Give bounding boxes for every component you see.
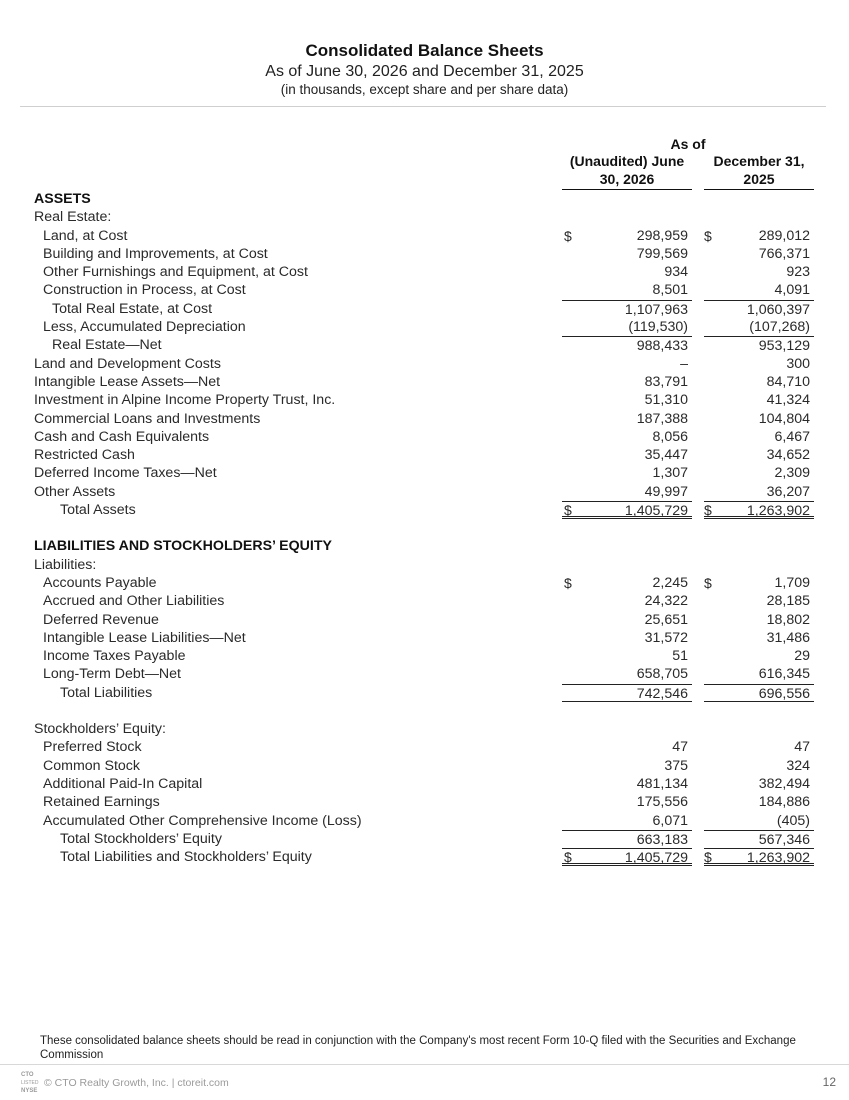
row-label: Accumulated Other Comprehensive Income (Loss): [43, 812, 362, 829]
row-label: Real Estate—Net: [52, 337, 162, 354]
value-june-2026: 35,447: [644, 447, 688, 464]
table-row: [0, 446, 849, 464]
value-dec-2025: 34,652: [766, 447, 810, 464]
value-dec-2025: 1,263,902: [704, 501, 814, 519]
row-label: Land and Development Costs: [34, 355, 221, 372]
row-label: Deferred Revenue: [43, 611, 159, 628]
table-row: [0, 848, 849, 866]
row-label: Total Liabilities: [60, 684, 153, 701]
row-label: Real Estate:: [34, 209, 112, 226]
row-label: Liabilities:: [34, 556, 97, 573]
row-label: Land, at Cost: [43, 227, 128, 244]
value-dec-2025: 616,345: [758, 666, 810, 683]
value-june-2026: 49,997: [644, 483, 688, 500]
value-dec-2025: 1,263,902: [704, 848, 814, 866]
table-row: [0, 483, 849, 501]
section-header-row: [0, 537, 849, 555]
row-label: Commercial Loans and Investments: [34, 410, 261, 427]
value-dec-2025: 923: [786, 264, 810, 281]
value-dec-2025: 289,012: [758, 227, 810, 244]
table-row: [0, 208, 849, 226]
value-dec-2025: [704, 720, 814, 738]
column-header-dec-2025-line1: December 31,: [713, 153, 805, 169]
value-june-2026: 1,307: [652, 465, 688, 482]
table-row: [0, 720, 849, 738]
value-dec-2025: 29: [794, 648, 810, 665]
page-number: 12: [822, 1075, 836, 1089]
table-row: [0, 629, 849, 647]
value-dec-2025: 28,185: [766, 593, 810, 610]
logo-text-top: CTO: [21, 1072, 34, 1078]
table-row: [0, 464, 849, 482]
value-june-2026: 481,134: [636, 775, 688, 792]
logo-text-bottom: NYSE: [21, 1088, 38, 1094]
header-divider: [20, 106, 826, 107]
value-june-2026: 51,310: [644, 392, 688, 409]
table-row: [0, 318, 849, 336]
column-header-june-2026: [562, 152, 692, 190]
value-june-2026: 8,501: [652, 282, 688, 299]
currency-symbol: $: [564, 502, 572, 519]
value-june-2026: 51: [672, 648, 688, 665]
table-row: [0, 227, 849, 245]
column-header-june-2026-line1: (Unaudited) June: [569, 153, 685, 169]
value-dec-2025: 31,486: [766, 629, 810, 646]
value-june-2026: [562, 556, 692, 574]
value-june-2026: 2,245: [652, 574, 688, 591]
value-dec-2025: (107,268): [749, 319, 810, 336]
row-label: Deferred Income Taxes—Net: [34, 465, 217, 482]
value-dec-2025: 766,371: [758, 245, 810, 262]
value-dec-2025: 41,324: [766, 392, 810, 409]
row-label: Restricted Cash: [34, 447, 135, 464]
table-row: [0, 611, 849, 629]
value-dec-2025: 84,710: [766, 373, 810, 390]
value-june-2026: 658,705: [636, 666, 688, 683]
currency-symbol: $: [704, 227, 712, 244]
row-label: Total Real Estate, at Cost: [52, 300, 213, 317]
currency-symbol: $: [704, 574, 712, 591]
value-june-2026: 988,433: [562, 336, 692, 354]
table-row: [0, 428, 849, 446]
document-subtitle: As of June 30, 2026 and December 31, 2025: [265, 63, 584, 80]
value-dec-2025: [704, 208, 814, 226]
table-row: [0, 793, 849, 811]
table-row: [0, 757, 849, 775]
spacer-row: [0, 702, 849, 720]
value-june-2026: 298,959: [636, 227, 688, 244]
row-label: Additional Paid-In Capital: [43, 775, 203, 792]
document-title: Consolidated Balance Sheets: [305, 41, 544, 60]
value-june-2026: (119,530): [628, 319, 688, 336]
value-june-2026: 175,556: [636, 794, 688, 811]
value-dec-2025: 324: [786, 757, 810, 774]
value-dec-2025: 953,129: [704, 336, 814, 354]
value-june-2026: [562, 720, 692, 738]
row-label: Accrued and Other Liabilities: [43, 593, 225, 610]
table-row: [0, 373, 849, 391]
value-dec-2025: 36,207: [766, 483, 810, 500]
table-row: [0, 665, 849, 683]
currency-symbol: $: [564, 227, 572, 244]
table-row: [0, 775, 849, 793]
logo-text-mid: LISTED: [21, 1080, 39, 1086]
value-dec-2025: (405): [776, 812, 810, 829]
value-dec-2025: 47: [794, 739, 810, 756]
value-dec-2025: 184,886: [758, 794, 810, 811]
row-label: Income Taxes Payable: [43, 648, 186, 665]
row-label: Total Liabilities and Stockholders’ Equity: [60, 849, 312, 866]
table-row: [0, 592, 849, 610]
value-june-2026: 663,183: [562, 830, 692, 848]
row-label: Intangible Lease Assets—Net: [34, 373, 221, 390]
footnote: These consolidated balance sheets should be read in conjunction with the Company's most recent Form 10-Q filed with the Securities and Exchange Commission: [40, 1035, 796, 1061]
value-dec-2025: [704, 537, 814, 555]
footer-divider: [0, 1064, 849, 1065]
table-row: [0, 355, 849, 373]
table-row: [0, 263, 849, 281]
row-label: Less, Accumulated Depreciation: [43, 319, 246, 336]
spacer-row: [0, 519, 849, 537]
table-row: [0, 410, 849, 428]
value-june-2026: [562, 208, 692, 226]
value-june-2026: 24,322: [644, 593, 688, 610]
row-label: Long-Term Debt—Net: [43, 666, 181, 683]
row-label: Total Stockholders’ Equity: [60, 830, 222, 847]
value-dec-2025: 382,494: [758, 775, 810, 792]
column-header-june-2026-line2: 30, 2026: [599, 171, 655, 187]
table-row: [0, 830, 849, 848]
value-dec-2025: 300: [786, 355, 810, 372]
value-dec-2025: [704, 190, 814, 208]
section-header-row: [0, 190, 849, 208]
units-note: (in thousands, except share and per share data): [280, 82, 569, 97]
value-june-2026: 47: [672, 739, 688, 756]
row-label: Other Assets: [34, 483, 116, 500]
table-row: [0, 574, 849, 592]
value-dec-2025: 1,060,397: [704, 300, 814, 318]
value-june-2026: 25,651: [644, 611, 688, 628]
table-row: [0, 812, 849, 830]
value-june-2026: 799,569: [636, 245, 688, 262]
row-label: Construction in Process, at Cost: [43, 282, 246, 299]
value-june-2026: 6,071: [652, 812, 688, 829]
column-group-header: As of: [670, 136, 706, 152]
currency-symbol: $: [564, 574, 572, 591]
value-dec-2025: 567,346: [704, 830, 814, 848]
currency-symbol: $: [704, 502, 712, 519]
row-label: Cash and Cash Equivalents: [34, 428, 210, 445]
table-row: [0, 647, 849, 665]
copyright-text: © CTO Realty Growth, Inc. | ctoreit.com: [44, 1077, 229, 1089]
cto-nyse-logo: [21, 1071, 43, 1095]
value-dec-2025: 18,802: [766, 611, 810, 628]
table-row: [0, 245, 849, 263]
row-label: Other Furnishings and Equipment, at Cost: [43, 264, 308, 281]
value-june-2026: 742,546: [562, 684, 692, 702]
value-june-2026: 1,107,963: [562, 300, 692, 318]
value-june-2026: 187,388: [636, 410, 688, 427]
table-row: [0, 300, 849, 318]
value-june-2026: 31,572: [644, 629, 688, 646]
value-june-2026: [562, 190, 692, 208]
value-dec-2025: 2,309: [774, 465, 810, 482]
row-label: LIABILITIES AND STOCKHOLDERS’ EQUITY: [34, 538, 332, 555]
value-dec-2025: 1,709: [774, 574, 810, 591]
value-dec-2025: 4,091: [774, 282, 810, 299]
row-label: Investment in Alpine Income Property Trust, Inc.: [34, 392, 336, 409]
row-label: Total Assets: [60, 502, 136, 519]
row-label: Accounts Payable: [43, 574, 157, 591]
table-row: [0, 501, 849, 519]
currency-symbol: $: [564, 849, 572, 866]
value-june-2026: [562, 537, 692, 555]
value-dec-2025: 6,467: [774, 428, 810, 445]
table-row: [0, 281, 849, 299]
column-header-dec-2025-line2: 2025: [743, 171, 775, 187]
table-row: [0, 556, 849, 574]
row-label: Stockholders’ Equity:: [34, 721, 166, 738]
column-header-dec-2025: [704, 152, 814, 190]
row-label: ASSETS: [34, 191, 91, 207]
value-june-2026: 375: [664, 757, 688, 774]
table-row: [0, 684, 849, 702]
value-dec-2025: [704, 556, 814, 574]
table-row: [0, 391, 849, 409]
value-dec-2025: 696,556: [704, 684, 814, 702]
value-june-2026: 83,791: [644, 373, 688, 390]
value-june-2026: –: [680, 355, 688, 372]
row-label: Retained Earnings: [43, 794, 160, 811]
row-label: Building and Improvements, at Cost: [43, 245, 268, 262]
balance-sheet-table: [0, 190, 849, 866]
table-row: [0, 336, 849, 354]
row-label: Preferred Stock: [43, 739, 142, 756]
value-june-2026: 8,056: [652, 428, 688, 445]
row-label: Common Stock: [43, 757, 140, 774]
table-row: [0, 738, 849, 756]
row-label: Intangible Lease Liabilities—Net: [43, 629, 246, 646]
value-june-2026: 1,405,729: [562, 848, 692, 866]
value-dec-2025: 104,804: [758, 410, 810, 427]
value-june-2026: 934: [664, 264, 688, 281]
currency-symbol: $: [704, 849, 712, 866]
value-june-2026: 1,405,729: [562, 501, 692, 519]
